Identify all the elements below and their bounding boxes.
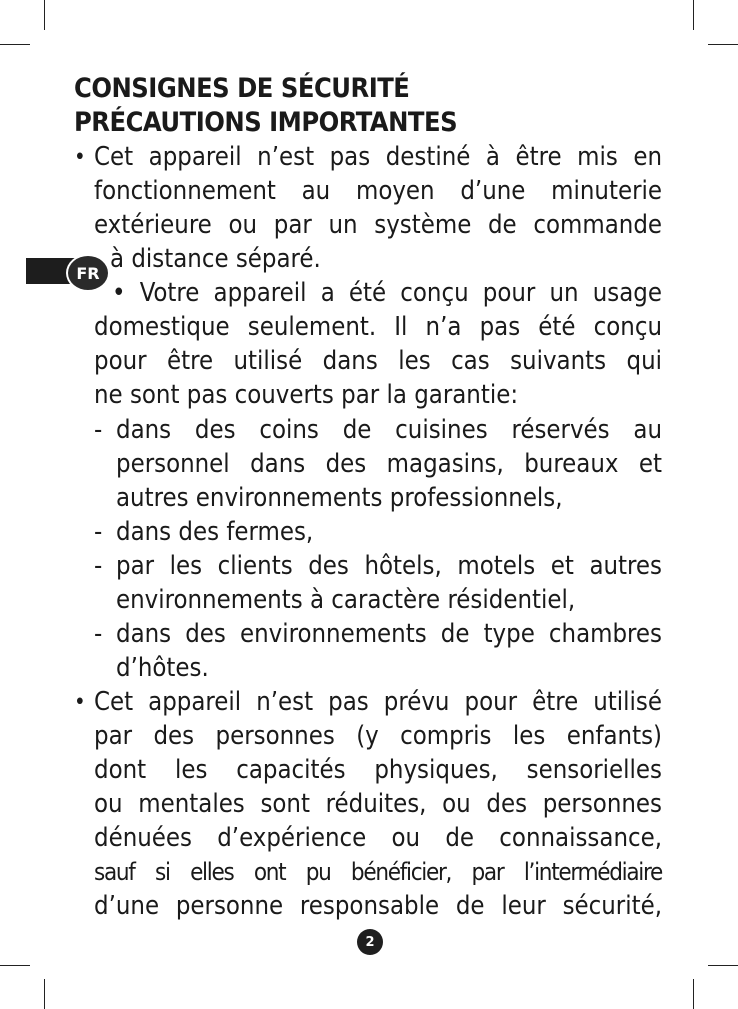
bullet: • <box>74 145 86 170</box>
crop-mark <box>0 44 30 45</box>
language-badge: FR <box>66 254 110 292</box>
crop-mark <box>44 979 45 1009</box>
page-number: 2 <box>357 929 383 955</box>
crop-mark <box>693 979 694 1009</box>
crop-mark <box>44 0 45 30</box>
crop-mark <box>0 965 30 966</box>
heading-line-2: PRÉCAUTIONS IMPORTANTES <box>74 107 458 138</box>
heading-line-1: CONSIGNES DE SÉCURITÉ <box>74 73 410 104</box>
bullet: • <box>74 690 86 715</box>
crop-mark <box>693 0 694 30</box>
crop-mark <box>708 44 738 45</box>
crop-mark <box>708 965 738 966</box>
